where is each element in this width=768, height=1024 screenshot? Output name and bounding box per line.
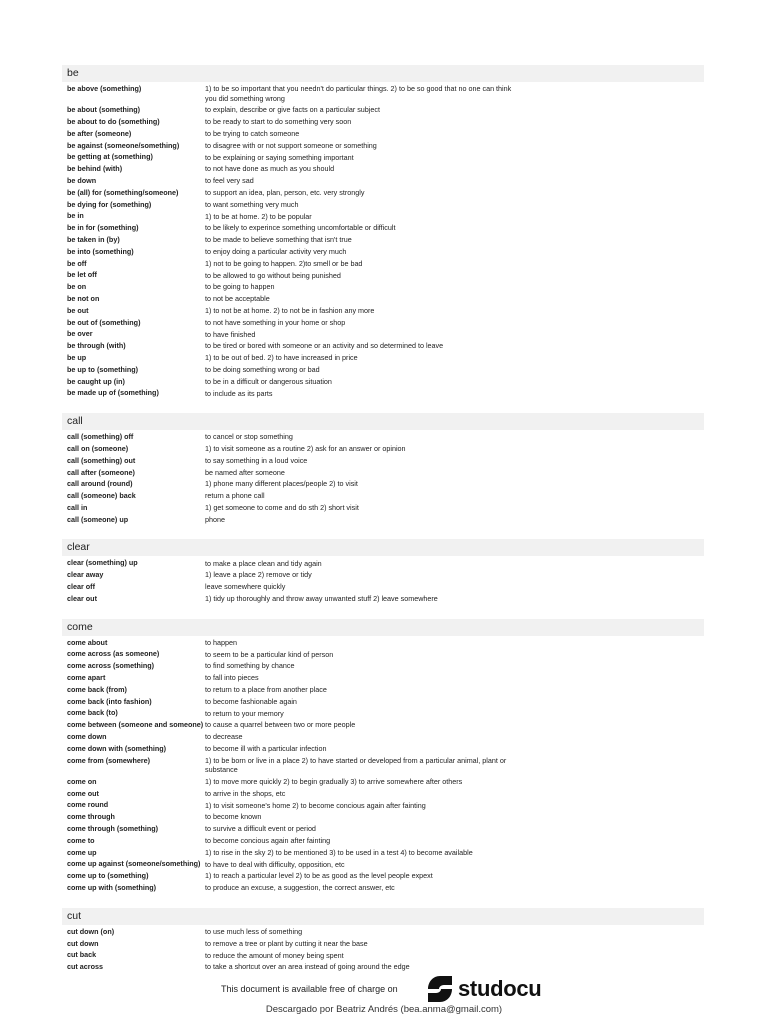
entry-term: come through (something) — [67, 824, 159, 834]
entry-row — [62, 478, 704, 490]
entry-definition: 1) to not be at home. 2) to not be in fashion any more — [205, 305, 375, 315]
entry-row — [62, 823, 704, 835]
entry-definition: to disagree with or not support someone or something — [205, 140, 377, 150]
entry-row — [62, 672, 704, 684]
entry-term: come on — [67, 776, 97, 786]
entry-row — [62, 926, 704, 938]
entry-term: call on (someone) — [67, 443, 129, 453]
entry-term: clear (something) up — [67, 558, 138, 568]
entry-row — [62, 222, 704, 234]
entry-definition: to say something in a loud voice — [205, 455, 308, 465]
entry-row — [62, 128, 704, 140]
entry-definition: to have to deal with difficulty, opposition, etc — [205, 859, 345, 869]
section-cut — [62, 908, 704, 973]
entry-term: be out — [67, 305, 89, 315]
entry-definition: to return to your memory — [205, 708, 284, 718]
entry-term: be let off — [67, 270, 97, 280]
entry-definition: 1) phone many different places/people 2) to visit — [205, 479, 358, 489]
entry-definition: to become ill with a particular infection — [205, 744, 327, 754]
entry-term: be (all) for (something/someone) — [67, 187, 179, 197]
entry-row — [62, 847, 704, 859]
entry-definition: to enjoy doing a particular activity very much — [205, 246, 347, 256]
entry-definition: to cause a quarrel between two or more people — [205, 720, 356, 730]
entry-term: be about to do (something) — [67, 116, 160, 126]
entry-definition: to arrive in the shops, etc — [205, 788, 286, 798]
entry-definition: to use much less of something — [205, 926, 303, 936]
studocu-logo-text: studocu — [458, 976, 542, 1001]
entry-definition: return a phone call — [205, 491, 265, 501]
entry-row — [62, 514, 704, 526]
entry-term: be on — [67, 282, 87, 292]
entry-row — [62, 246, 704, 258]
entry-term: come from (somewhere) — [67, 755, 151, 765]
entry-row — [62, 387, 704, 399]
entry-row — [62, 799, 704, 811]
entry-term: clear away — [67, 570, 104, 580]
entry-term: be over — [67, 329, 93, 339]
entry-term: come apart — [67, 673, 106, 683]
entry-term: be dying for (something) — [67, 199, 152, 209]
entry-definition: to support an idea, plan, person, etc. very strongly — [205, 187, 365, 197]
entry-term: be down — [67, 175, 97, 185]
entry-term: be in — [67, 211, 84, 221]
entry-row — [62, 364, 704, 376]
entry-row — [62, 938, 704, 950]
entry-definition: to cancel or stop something — [205, 432, 293, 442]
entry-row — [62, 151, 704, 163]
section-header: call — [62, 413, 704, 430]
entry-definition: 1) tidy up thoroughly and throw away unwanted stuff 2) leave somewhere — [205, 594, 438, 604]
entry-row — [62, 83, 704, 104]
entry-definition: to reduce the amount of money being spent — [205, 950, 344, 960]
entry-definition: to be doing something wrong or bad — [205, 364, 320, 374]
section-call — [62, 413, 704, 525]
section-header: clear — [62, 539, 704, 556]
entry-row — [62, 502, 704, 514]
entry-row — [62, 455, 704, 467]
entry-row — [62, 490, 704, 502]
entry-term: call (something) out — [67, 455, 136, 465]
entry-definition: 1) to reach a particular level 2) to be as good as the level people expext — [205, 871, 433, 881]
entry-definition: to remove a tree or plant by cutting it near the base — [205, 938, 368, 948]
entry-term: be getting at (something) — [67, 152, 153, 162]
entry-row — [62, 104, 704, 116]
entry-term: be about (something) — [67, 105, 141, 115]
entry-row — [62, 352, 704, 364]
entry-row — [62, 467, 704, 479]
entry-definition: 1) to be so important that you needn't do particular things. 2) to be so good that no one can think you did something wrong — [205, 84, 512, 103]
entry-row — [62, 707, 704, 719]
entry-definition: to produce an excuse, a suggestion, the correct answer, etc — [205, 883, 395, 893]
entry-definition: 1) get someone to come and do sth 2) short visit — [205, 503, 359, 513]
entry-definition: 1) not to be going to happen. 2)to smell or be bad — [205, 258, 363, 268]
entry-term: call around (round) — [67, 479, 133, 489]
entry-term: come out — [67, 788, 99, 798]
entry-row — [62, 163, 704, 175]
entry-definition: to have finished — [205, 329, 256, 339]
entry-definition: to be explaining or saying something important — [205, 152, 354, 162]
entry-row — [62, 835, 704, 847]
entry-definition: be named after someone — [205, 467, 285, 477]
entry-term: be behind (with) — [67, 164, 123, 174]
entry-term: clear out — [67, 593, 97, 603]
entry-term: cut down (on) — [67, 926, 115, 936]
section-clear — [62, 539, 704, 604]
entry-definition: to take a shortcut over an area instead of going around the edge — [205, 962, 410, 972]
entry-term: be through (with) — [67, 341, 126, 351]
entry-definition: 1) to be at home. 2) to be popular — [205, 211, 312, 221]
entry-row — [62, 743, 704, 755]
entry-definition: 1) to visit someone's home 2) to become concious again after fainting — [205, 800, 426, 810]
entry-row — [62, 293, 704, 305]
entry-term: come between (someone and someone) — [67, 720, 204, 730]
entry-term: be not on — [67, 293, 100, 303]
entry-definition: to not be acceptable — [205, 294, 270, 304]
entry-definition: 1) to rise in the sky 2) to be mentioned 3) to be used in a test 4) to become available — [205, 847, 473, 857]
entry-row — [62, 660, 704, 672]
entry-definition: to want something very much — [205, 199, 299, 209]
entry-term: be against (someone/something) — [67, 140, 180, 150]
entry-row — [62, 581, 704, 593]
entry-row — [62, 376, 704, 388]
entry-row — [62, 328, 704, 340]
entry-term: come through — [67, 812, 115, 822]
phrasal-verbs-list — [62, 65, 704, 987]
entry-row — [62, 593, 704, 605]
entry-definition: to become fashionable again — [205, 696, 297, 706]
entry-definition: 1) to move more quickly 2) to begin gradually 3) to arrive somewhere after others — [205, 777, 463, 787]
entry-definition: leave somewhere quickly — [205, 582, 286, 592]
entry-row — [62, 199, 704, 211]
entry-term: come up against (someone/something) — [67, 859, 201, 869]
section-be — [62, 65, 704, 399]
entry-definition: to return to a place from another place — [205, 685, 327, 695]
entry-row — [62, 776, 704, 788]
entry-term: call in — [67, 502, 88, 512]
entry-row — [62, 187, 704, 199]
entry-definition: phone — [205, 514, 225, 524]
entry-row — [62, 281, 704, 293]
entry-definition: to be tired or bored with someone or an activity and so determined to leave — [205, 341, 444, 351]
entry-row — [62, 258, 704, 270]
entry-term: call (someone) back — [67, 491, 136, 501]
entry-row — [62, 696, 704, 708]
studocu-logo[interactable] — [425, 974, 541, 1004]
entry-definition: to be trying to catch someone — [205, 128, 300, 138]
entry-term: be out of (something) — [67, 317, 141, 327]
entry-row — [62, 305, 704, 317]
entry-row — [62, 340, 704, 352]
entry-definition: to feel very sad — [205, 176, 254, 186]
entry-row — [62, 949, 704, 961]
entry-term: come round — [67, 800, 109, 810]
entry-row — [62, 882, 704, 894]
entry-definition: 1) to be out of bed. 2) to have increased in price — [205, 353, 358, 363]
entry-term: be taken in (by) — [67, 234, 120, 244]
entry-definition: to include as its parts — [205, 388, 273, 398]
entry-term: be in for (something) — [67, 223, 139, 233]
entry-row — [62, 811, 704, 823]
entry-row — [62, 234, 704, 246]
entry-term: come up — [67, 847, 97, 857]
entry-term: cut down — [67, 938, 99, 948]
entry-row — [62, 557, 704, 569]
entry-term: be up — [67, 352, 87, 362]
entry-term: call (something) off — [67, 432, 134, 442]
entry-definition: to explain, describe or give facts on a particular subject — [205, 105, 380, 115]
entry-term: cut across — [67, 962, 103, 972]
entry-definition: to be ready to start to do something very soon — [205, 117, 352, 127]
entry-row — [62, 648, 704, 660]
entry-definition: to fall into pieces — [205, 673, 259, 683]
entry-row — [62, 731, 704, 743]
entry-term: come to — [67, 835, 95, 845]
entry-row — [62, 569, 704, 581]
entry-term: be above (something) — [67, 84, 142, 93]
entry-definition: to seem to be a particular kind of person — [205, 649, 334, 659]
studocu-logo-icon — [425, 974, 455, 1004]
entry-row — [62, 175, 704, 187]
entry-definition: to make a place clean and tidy again — [205, 558, 322, 568]
entry-row — [62, 755, 704, 776]
entry-definition: to survive a difficult event or period — [205, 824, 316, 834]
entry-row — [62, 858, 704, 870]
entry-definition: to be allowed to go without being punished — [205, 270, 341, 280]
entry-row — [62, 140, 704, 152]
entry-definition: 1) to visit someone as a routine 2) ask for an answer or opinion — [205, 444, 406, 454]
entry-definition: 1) to be born or live in a place 2) to have started or developed from a particular animal, plant or substance — [205, 755, 507, 775]
entry-term: be into (something) — [67, 246, 134, 256]
entry-term: be off — [67, 258, 87, 268]
entry-term: come down with (something) — [67, 743, 167, 753]
entry-row — [62, 719, 704, 731]
entry-row — [62, 431, 704, 443]
entry-term: come back (into fashion) — [67, 696, 152, 706]
entry-definition: to decrease — [205, 732, 243, 742]
entry-row — [62, 443, 704, 455]
downloaded-by: Descargado por Beatriz Andrés (bea.anma@gmail.com) — [265, 1004, 503, 1015]
entry-term: be made up of (something) — [67, 388, 159, 398]
entry-definition: to become known — [205, 812, 262, 822]
entry-definition: to not have done as much as you should — [205, 164, 335, 174]
entry-term: clear off — [67, 582, 95, 592]
entry-term: be caught up (in) — [67, 376, 125, 386]
section-header: be — [62, 65, 704, 82]
entry-term: come down — [67, 732, 107, 742]
entry-term: be after (someone) — [67, 128, 132, 138]
entry-term: call after (someone) — [67, 467, 135, 477]
entry-row — [62, 870, 704, 882]
entry-term: come up with (something) — [67, 883, 157, 892]
entry-row — [62, 210, 704, 222]
entry-term: come back (to) — [67, 708, 118, 718]
entry-term: call (someone) up — [67, 514, 129, 524]
entry-term: come up to (something) — [67, 871, 149, 881]
section-header: cut — [62, 908, 704, 925]
entry-term: be up to (something) — [67, 364, 139, 374]
entry-definition: to be in a difficult or dangerous situation — [205, 376, 332, 386]
entry-row — [62, 269, 704, 281]
entry-term: cut back — [67, 950, 97, 960]
entry-definition: to be going to happen — [205, 282, 275, 292]
entry-definition: 1) leave a place 2) remove or tidy — [205, 570, 312, 580]
entry-definition: to be likely to experince something uncomfortable or difficult — [205, 223, 396, 233]
footer-note: This document is available free of charge on — [221, 984, 398, 994]
entry-definition: to be made to believe something that isn't true — [205, 235, 352, 245]
entry-term: come across (something) — [67, 661, 155, 671]
entry-row — [62, 684, 704, 696]
footer — [0, 972, 768, 1024]
entry-definition: to happen — [205, 637, 237, 647]
section-header: come — [62, 619, 704, 636]
entry-definition: to become concious again after fainting — [205, 836, 331, 845]
entry-row — [62, 317, 704, 329]
section-come — [62, 619, 704, 894]
entry-definition: to find something by chance — [205, 661, 295, 671]
entry-term: come back (from) — [67, 684, 127, 694]
entry-row — [62, 116, 704, 128]
entry-term: come about — [67, 637, 108, 647]
entry-definition: to not have something in your home or shop — [205, 317, 346, 327]
entry-term: come across (as someone) — [67, 649, 160, 659]
entry-row — [62, 788, 704, 800]
entry-row — [62, 637, 704, 649]
